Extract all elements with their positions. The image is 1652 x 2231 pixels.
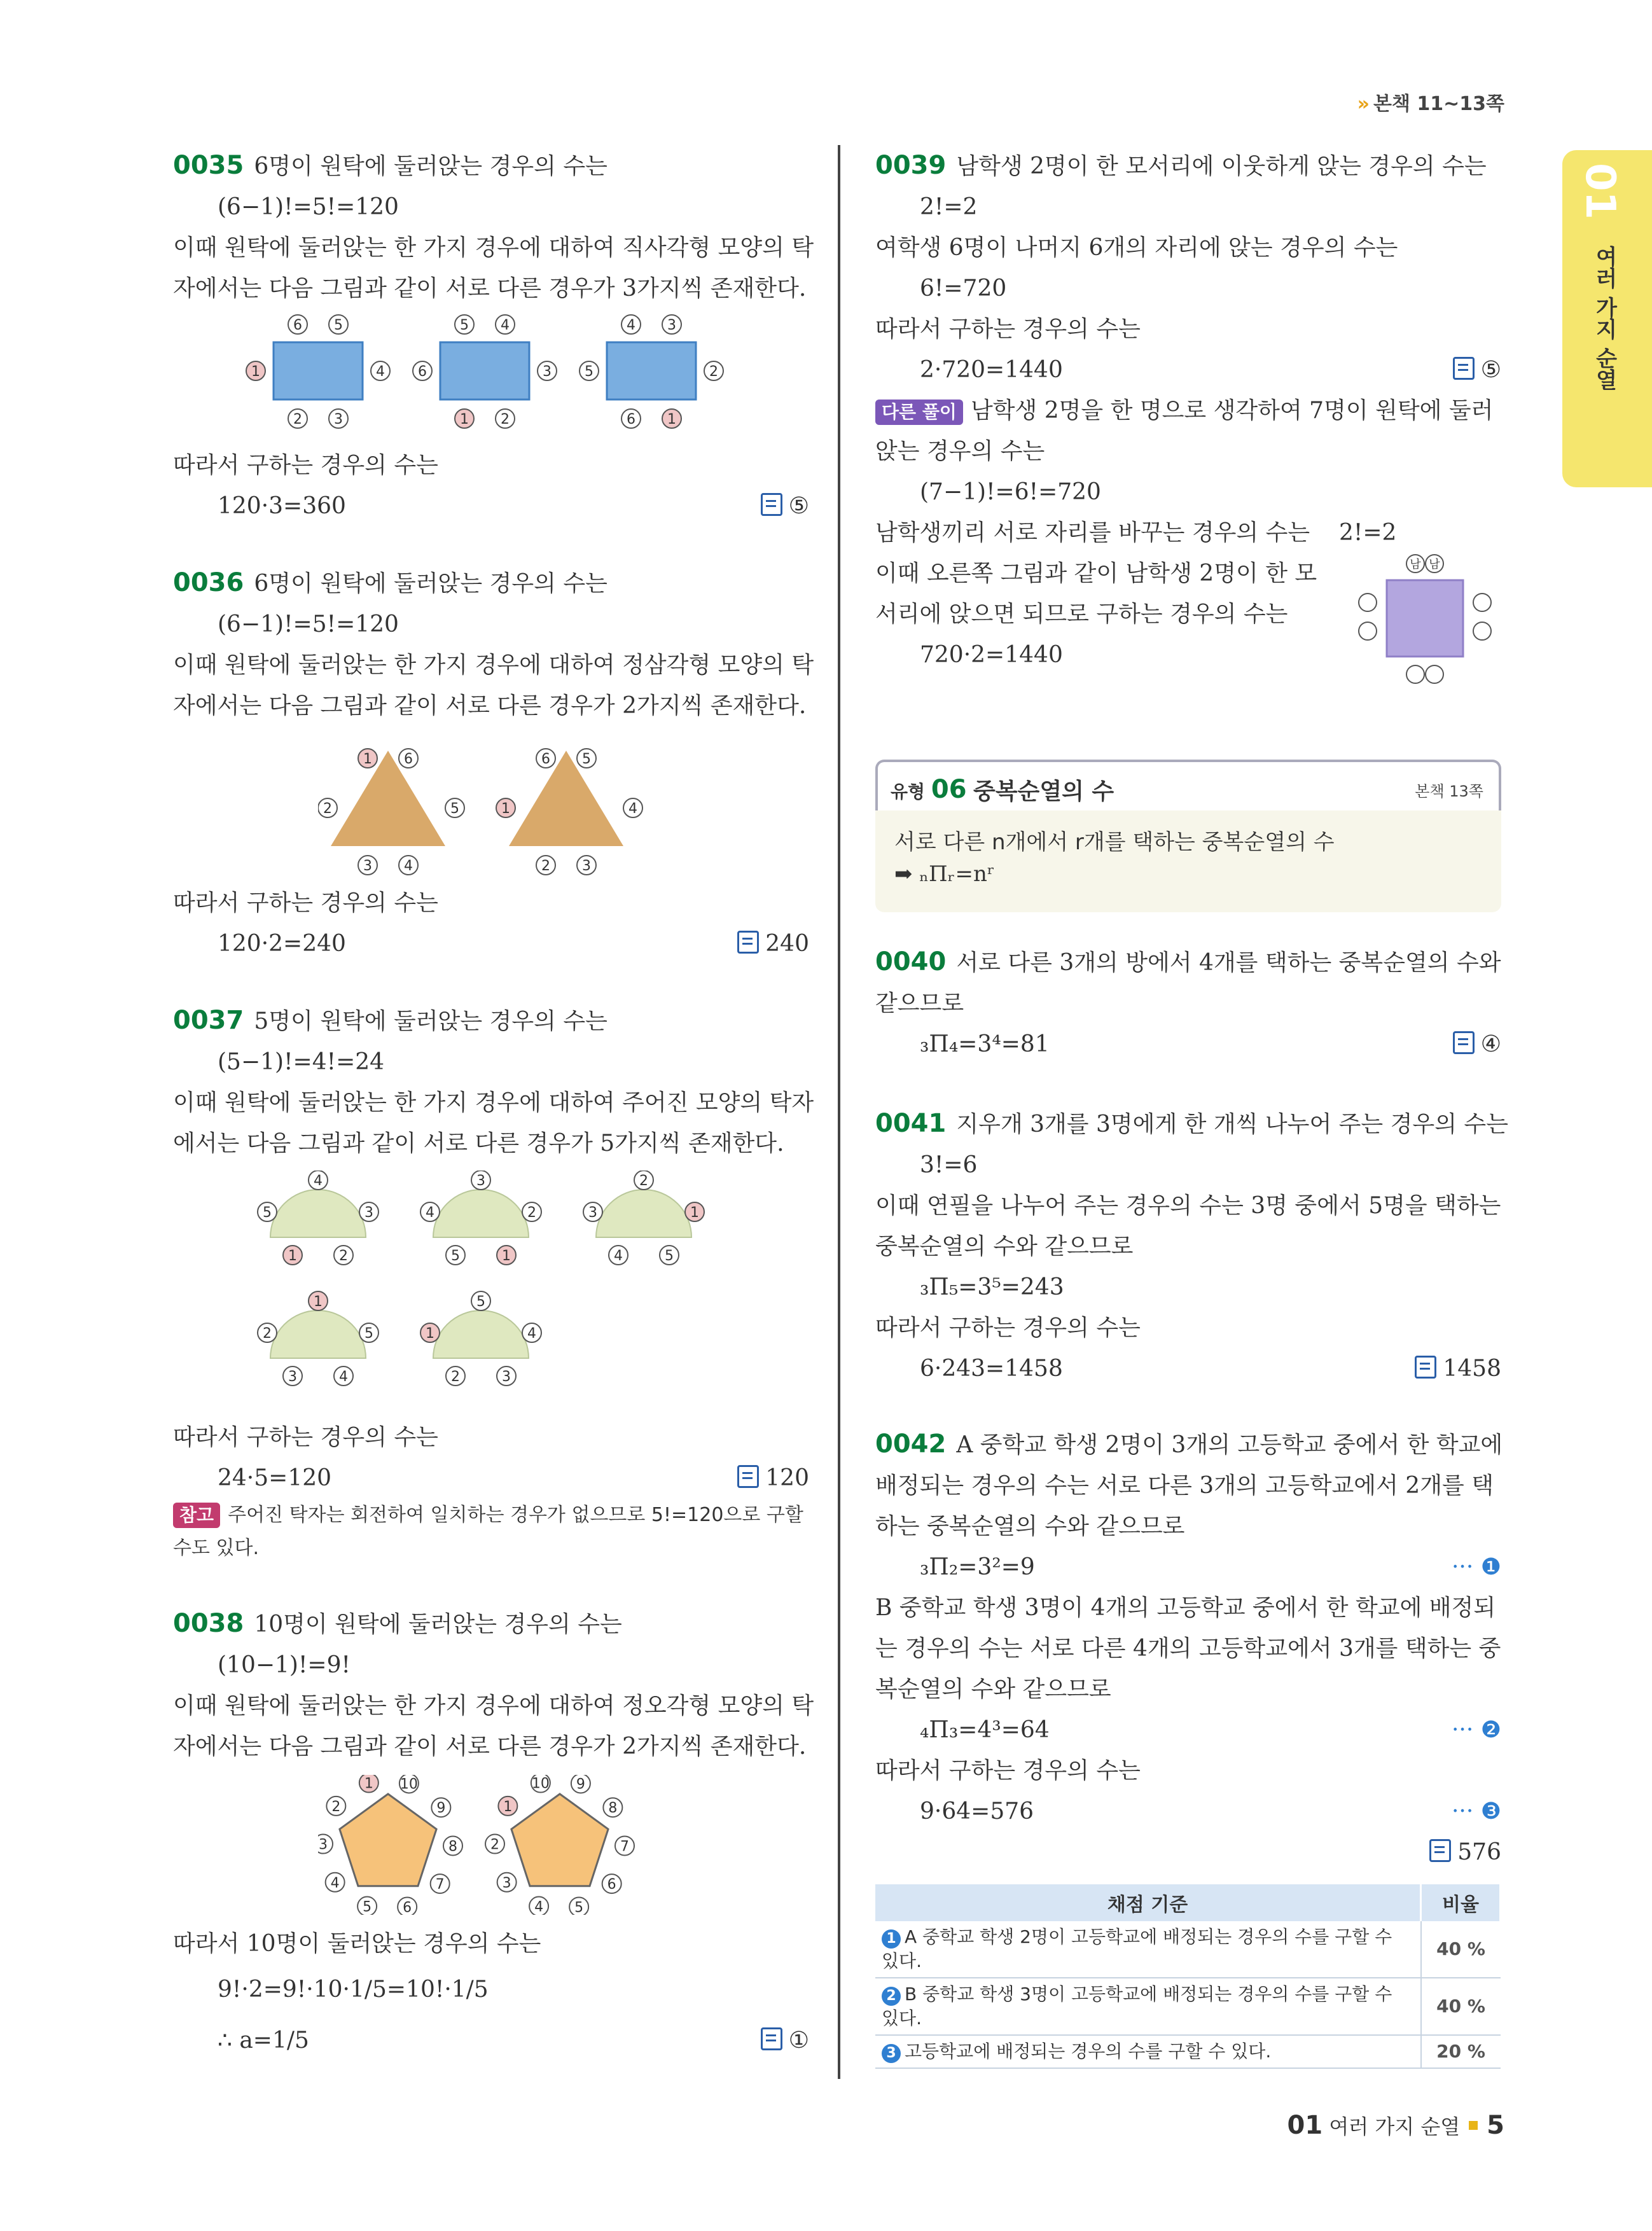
svg-text:4: 4 xyxy=(330,1875,340,1891)
square-table-figure xyxy=(1355,548,1508,701)
rectangle-table-figures xyxy=(242,310,751,438)
page-reference: » 본책 11~13쪽 xyxy=(1357,93,1504,115)
seat-label xyxy=(431,1798,450,1817)
table-row: 3 고등학교에 배정되는 경우의 수를 구할 수 있다. 20 % xyxy=(875,2035,1501,2068)
chapter-tab-title: 여러 가지 순열 xyxy=(1592,246,1617,391)
seat-label xyxy=(496,409,515,428)
pentagon-table xyxy=(511,1794,608,1886)
svg-text:4: 4 xyxy=(527,1326,536,1342)
problem-0037-result: 따라서 구하는 경우의 수는 24·5=120 120 참고 주어진 탁자는 회전하여 일치하는 경우가 없으므로 5!=120으로 구할 수도 있다. xyxy=(173,1424,809,1559)
seat-label xyxy=(358,856,377,875)
seat-label xyxy=(413,361,432,380)
svg-text:2: 2 xyxy=(709,364,718,380)
seat-label xyxy=(1406,665,1424,683)
seat-label xyxy=(398,1897,417,1915)
seat-label xyxy=(603,1798,622,1817)
seat-label xyxy=(704,361,723,380)
column-divider xyxy=(838,145,840,2079)
seat-label xyxy=(577,749,596,768)
svg-text:1: 1 xyxy=(460,412,469,427)
problem-0035-result: 따라서 구하는 경우의 수는 120·3=360 ⑤ xyxy=(173,445,809,527)
triangle-table xyxy=(509,751,623,846)
svg-text:4: 4 xyxy=(628,801,637,817)
seat-label xyxy=(471,1291,490,1310)
problem-0035: 0035 6명이 원탁에 둘러앉는 경우의 수는 (6−1)!=5!=120 이때 원탁에 둘러앉는 한 가지 경우에 대하여 직사각형 모양의 탁 자에서는 다음 그림과 같이 서로 다른 경우가 3가지씩 존재한다. xyxy=(173,151,814,302)
svg-text:2: 2 xyxy=(541,858,550,874)
seat-label xyxy=(371,361,390,380)
seat-label xyxy=(1473,594,1491,611)
svg-text:10: 10 xyxy=(399,1776,418,1793)
svg-text:4: 4 xyxy=(339,1369,348,1385)
svg-text:3: 3 xyxy=(334,412,343,427)
seat-label xyxy=(623,798,642,817)
seat-label xyxy=(634,1171,653,1190)
svg-text:5: 5 xyxy=(585,364,593,380)
svg-text:1: 1 xyxy=(426,1326,434,1342)
grading-criteria-table: 채점 기준 비율 1 A 중학교 학생 2명이 고등학교에 배정되는 경우의 수를 구할 수 있다. 40 % 2 B 중학교 학생 3명이 고등학교에 배정되는 경우의 수를 구할 수 있다. 40 % 3 고등학교에 배정되는 경우의 수를 구할 수 있다. 20 % xyxy=(875,1884,1501,2069)
pentagon-table-figures xyxy=(318,1775,674,1915)
seat-label xyxy=(569,1897,588,1915)
seat-label xyxy=(1359,594,1377,611)
seat-label xyxy=(359,1323,378,1342)
triangle-table xyxy=(331,751,445,846)
seat-label xyxy=(602,1874,621,1893)
svg-text:1: 1 xyxy=(503,1798,513,1815)
semicircle-table-figures xyxy=(248,1171,732,1412)
seat-label xyxy=(497,1246,516,1265)
answer-0040: ④ xyxy=(1453,1024,1501,1065)
svg-text:1: 1 xyxy=(314,1294,323,1310)
svg-text:4: 4 xyxy=(501,317,510,333)
problem-0042: 0042 A 중학교 학생 2명이 3개의 고등학교 중에서 한 학교에 배정되는 경우의 수는 서로 다른 3개의 고등학교에서 2개를 택 하는 중복순열의 수와 같으므로 ₃Π₂=3²=9 ··· ❶ B 중학교 학생 3명이 4개의 고등학교 중에서 한 학교에 배정되 는 경우의 수는 서로 다른 4개의 고등학교에서 3개를 택하는 중 복순열의 수와 같으므로 ₄Π₃=4³=64 ··· ❷ 따라서 구하는 경우의 수는 9·64=576 ··· ❸ 576 xyxy=(875,1424,1501,1873)
svg-text:4: 4 xyxy=(627,317,635,333)
seat-label xyxy=(329,315,348,334)
problem-0036: 0036 6명이 원탁에 둘러앉는 경우의 수는 (6−1)!=5!=120 이때 원탁에 둘러앉는 한 가지 경우에 대하여 정삼각형 모양의 탁 자에서는 다음 그림과 같이 서로 다른 경우가 2가지씩 존재한다. xyxy=(173,568,814,719)
seat-label xyxy=(446,1246,465,1265)
svg-text:6: 6 xyxy=(627,412,635,427)
seat-label xyxy=(496,798,515,817)
chapter-tab-number: 01 xyxy=(1576,163,1623,220)
seat-label xyxy=(529,1897,548,1915)
seat-label xyxy=(577,856,596,875)
seat-label xyxy=(1359,622,1377,640)
svg-text:2: 2 xyxy=(639,1173,648,1189)
seat-label xyxy=(580,361,599,380)
svg-text:5: 5 xyxy=(574,1900,584,1915)
semicircle-table xyxy=(270,1190,366,1237)
table-row: 2 B 중학교 학생 3명이 고등학교에 배정되는 경우의 수를 구할 수 있다. 40 % xyxy=(875,1978,1501,2035)
seat-label xyxy=(496,315,515,334)
seat-label xyxy=(536,856,555,875)
seat-label xyxy=(609,1246,628,1265)
seat-label xyxy=(334,1246,353,1265)
seat-label xyxy=(446,1366,465,1386)
seat-label xyxy=(357,1897,377,1915)
seat-label xyxy=(621,315,641,334)
seat-label xyxy=(522,1323,541,1342)
svg-text:2: 2 xyxy=(323,801,332,817)
svg-text:남: 남 xyxy=(1429,558,1440,571)
svg-text:6: 6 xyxy=(403,1900,412,1915)
seat-label xyxy=(258,1323,277,1342)
svg-text:3: 3 xyxy=(582,858,591,874)
answer-0038: ① xyxy=(761,2015,809,2066)
svg-text:2: 2 xyxy=(293,412,302,427)
svg-text:5: 5 xyxy=(450,801,459,817)
seat-label xyxy=(497,1366,516,1386)
seat-label xyxy=(258,1202,277,1221)
seat-label xyxy=(443,1836,462,1855)
svg-text:1: 1 xyxy=(501,801,510,817)
seat-label xyxy=(246,361,265,380)
svg-text:1: 1 xyxy=(251,364,260,380)
seat-label xyxy=(399,1775,419,1793)
svg-text:5: 5 xyxy=(334,317,343,333)
svg-text:3: 3 xyxy=(502,1875,511,1891)
problem-0040: 0040 서로 다른 3개의 방에서 4개를 택하는 중복순열의 수와 같으므로 ₃Π₄=3⁴=81 ④ xyxy=(875,942,1501,1065)
svg-text:5: 5 xyxy=(451,1248,460,1264)
svg-text:2: 2 xyxy=(331,1798,341,1815)
seat-label xyxy=(485,1835,504,1854)
problem-0038: 0038 10명이 원탁에 둘러앉는 경우의 수는 (10−1)!=9! 이때 원탁에 둘러앉는 한 가지 경우에 대하여 정오각형 모양의 탁 자에서는 다음 그림과 같이 서로 다른 경우가 2가지씩 존재한다. xyxy=(173,1609,814,1760)
seat-label xyxy=(326,1873,345,1892)
seat-label xyxy=(420,1323,440,1342)
seat-label xyxy=(497,1873,517,1892)
svg-text:1: 1 xyxy=(667,412,676,427)
seat-label xyxy=(660,1246,679,1265)
svg-text:4: 4 xyxy=(376,364,385,380)
svg-text:4: 4 xyxy=(534,1899,544,1915)
semicircle-table xyxy=(433,1310,529,1358)
answer-0035: ⑤ xyxy=(761,486,809,527)
svg-text:4: 4 xyxy=(404,858,413,874)
svg-text:3: 3 xyxy=(288,1369,297,1385)
seat-label xyxy=(445,798,464,817)
table-row: 1 A 중학교 학생 2명이 고등학교에 배정되는 경우의 수를 구할 수 있다. 40 % xyxy=(875,1921,1501,1978)
seat-label xyxy=(334,1366,353,1386)
answer-0042: 576 xyxy=(1429,1832,1501,1873)
svg-text:2: 2 xyxy=(501,412,510,427)
svg-text:2: 2 xyxy=(263,1326,272,1342)
svg-text:8: 8 xyxy=(608,1800,618,1817)
svg-text:7: 7 xyxy=(435,1877,445,1893)
svg-text:4: 4 xyxy=(426,1205,434,1221)
svg-text:3: 3 xyxy=(502,1369,511,1385)
svg-text:1: 1 xyxy=(502,1248,511,1264)
seat-label xyxy=(662,315,681,334)
problem-0038-result: 따라서 10명이 둘러앉는 경우의 수는 9!·2=9!·10·1/5=10!·1/5 ∴ a=1/5 ① xyxy=(173,1924,809,2066)
seat-label xyxy=(309,1291,328,1310)
svg-text:남: 남 xyxy=(1410,558,1421,571)
seat-label xyxy=(471,1171,490,1190)
svg-text:3: 3 xyxy=(667,317,676,333)
answer-0041: 1458 xyxy=(1415,1349,1501,1389)
svg-text:5: 5 xyxy=(582,751,591,767)
chapter-tab xyxy=(1562,150,1652,487)
svg-text:6: 6 xyxy=(541,751,550,767)
seat-label xyxy=(455,315,474,334)
svg-text:5: 5 xyxy=(364,1326,373,1342)
type-06-box: 유형 06 중복순열의 수 본책 13쪽 서로 다른 n개에서 r개를 택하는 중복순열의 수 ➡ ₙΠᵣ=nʳ xyxy=(875,760,1501,912)
svg-text:4: 4 xyxy=(314,1173,323,1189)
svg-text:5: 5 xyxy=(363,1899,372,1915)
svg-text:3: 3 xyxy=(363,858,372,874)
rectangle-table xyxy=(607,342,696,400)
seat-label xyxy=(359,1202,378,1221)
svg-text:3: 3 xyxy=(364,1205,373,1221)
seat-label xyxy=(329,409,348,428)
svg-text:3: 3 xyxy=(543,364,552,380)
page-footer: 01 여러 가지 순열 5 xyxy=(1287,2111,1504,2140)
svg-text:3: 3 xyxy=(319,1837,328,1853)
problem-0036-result: 따라서 구하는 경우의 수는 120·2=240 240 xyxy=(173,883,809,964)
seat-label xyxy=(583,1202,602,1221)
svg-text:2: 2 xyxy=(490,1837,500,1853)
seat-label xyxy=(571,1775,590,1793)
seat-label xyxy=(1473,622,1491,640)
svg-text:6: 6 xyxy=(293,317,302,333)
svg-text:10: 10 xyxy=(531,1776,550,1792)
seat-label xyxy=(536,749,555,768)
svg-text:5: 5 xyxy=(460,317,469,333)
answer-0037: 120 xyxy=(737,1458,809,1499)
alt-solution-tag: 다른 풀이 xyxy=(875,400,963,425)
svg-text:2: 2 xyxy=(339,1248,348,1264)
problem-0041: 0041 지우개 3개를 3명에게 한 개씩 나누어 주는 경우의 수는 3!=6 이때 연필을 나누어 주는 경우의 수는 3명 중에서 5명을 택하는 중복순열의 수와 같으므로 ₃Π₅=3⁵=243 따라서 구하는 경우의 수는 6·243=1458 1458 xyxy=(875,1103,1501,1389)
semicircle-table xyxy=(596,1190,691,1237)
problem-0039: 0039 남학생 2명이 한 모서리에 이웃하게 앉는 경우의 수는 2!=2 여학생 6명이 나머지 6개의 자리에 앉는 경우의 수는 6!=720 따라서 구하는 경우의 수는 2·720=1440 ⑤ 다른 풀이 남학생 2명을 한 명으로 생각하여 7명이 원탁에 둘러 앉는 경우의 수는 (7−1)!=6!=720 남학생끼리 서로 자리를 바꾸는 경우의 수는 2!=2 이때 오른쪽 그림과 같이 남학생 2명이 한 모 서리에 앉으면 되므로 구하는 경우의 수는 720·2=1440 xyxy=(875,151,1501,668)
svg-text:4: 4 xyxy=(614,1248,623,1264)
seat-label xyxy=(283,1246,302,1265)
rectangle-table xyxy=(440,342,529,400)
rectangle-table xyxy=(274,342,363,400)
seat-label xyxy=(399,749,418,768)
seat-label xyxy=(1426,665,1443,683)
semicircle-table xyxy=(270,1310,366,1358)
seat-label xyxy=(318,798,337,817)
svg-text:6: 6 xyxy=(607,1877,616,1893)
seat-label xyxy=(420,1202,440,1221)
answer-0039: ⑤ xyxy=(1453,350,1501,391)
seat-label xyxy=(685,1202,704,1221)
svg-text:9: 9 xyxy=(576,1776,585,1793)
svg-text:1: 1 xyxy=(364,1776,373,1792)
svg-text:1: 1 xyxy=(690,1205,699,1221)
triangle-table-figures xyxy=(318,738,674,878)
svg-text:6: 6 xyxy=(418,364,427,380)
svg-text:5: 5 xyxy=(263,1205,272,1221)
answer-0036: 240 xyxy=(737,924,809,964)
svg-text:2: 2 xyxy=(527,1205,536,1221)
seat-label xyxy=(431,1874,450,1893)
seat-label xyxy=(662,409,681,428)
seat-label xyxy=(358,749,377,768)
problem-0037: 0037 5명이 원탁에 둘러앉는 경우의 수는 (5−1)!=4!=24 이때 원탁에 둘러앉는 한 가지 경우에 대하여 주어진 모양의 탁자 에서는 다음 그림과 같이 서로 다른 경우가 5가지씩 존재한다. xyxy=(173,1006,814,1157)
semicircle-table xyxy=(433,1190,529,1237)
seat-label xyxy=(318,1835,333,1854)
seat-label xyxy=(399,856,418,875)
seat-label xyxy=(498,1797,517,1816)
seat-label xyxy=(288,315,307,334)
svg-text:8: 8 xyxy=(448,1838,457,1855)
seat-label xyxy=(359,1775,378,1793)
seat-label xyxy=(621,409,641,428)
svg-text:5: 5 xyxy=(476,1294,485,1310)
seat-label xyxy=(538,361,557,380)
seat-label xyxy=(283,1366,302,1386)
svg-text:9: 9 xyxy=(436,1800,446,1817)
svg-text:1: 1 xyxy=(363,751,372,767)
svg-text:7: 7 xyxy=(620,1838,629,1855)
seat-label xyxy=(326,1797,345,1816)
seat-label xyxy=(531,1775,550,1793)
seat-label xyxy=(309,1171,328,1190)
svg-text:6: 6 xyxy=(404,751,413,767)
seat-label xyxy=(1406,555,1424,573)
note-tag: 참고 xyxy=(173,1503,220,1528)
seat-label xyxy=(1426,555,1443,573)
svg-text:3: 3 xyxy=(476,1173,485,1189)
seat-label xyxy=(615,1836,634,1855)
svg-text:3: 3 xyxy=(588,1205,597,1221)
seat-label xyxy=(522,1202,541,1221)
seat-label xyxy=(455,409,474,428)
pentagon-table xyxy=(340,1794,436,1886)
svg-text:1: 1 xyxy=(288,1248,297,1264)
svg-text:5: 5 xyxy=(665,1248,674,1264)
svg-text:2: 2 xyxy=(451,1369,460,1385)
seat-label xyxy=(288,409,307,428)
